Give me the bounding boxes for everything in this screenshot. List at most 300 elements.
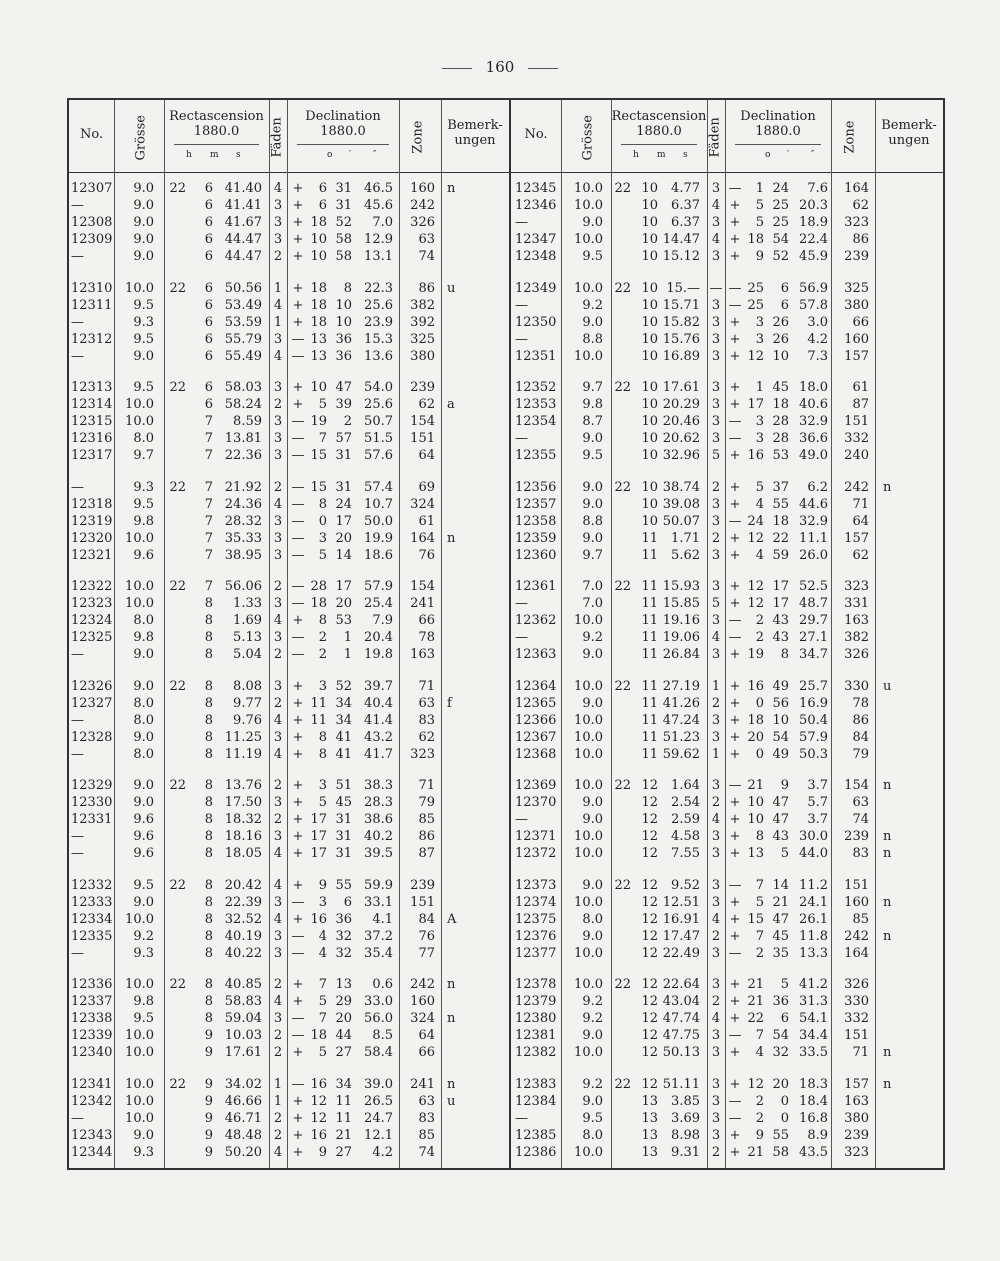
cell-zone: 66 — [418, 1045, 435, 1061]
cell-dec-sign: — — [291, 928, 305, 944]
cell-groesse: 9.7 — [582, 380, 603, 395]
cell-no: 12367 — [515, 729, 557, 745]
cell-dec-deg: 9 — [318, 877, 327, 893]
cell-no: — — [515, 812, 528, 828]
cell-ra-s: 19.16 — [662, 613, 700, 629]
cell-no: — — [71, 746, 84, 762]
cell-faeden: 3 — [711, 894, 721, 910]
cell-dec-sec: 11.8 — [799, 928, 828, 944]
cell-zone: 85 — [418, 812, 435, 828]
table-row — [511, 180, 943, 197]
table-row — [511, 479, 943, 496]
cell-ra-s: 41.41 — [224, 198, 262, 214]
cell-ra-m: 12 — [641, 977, 658, 992]
cell-bemerk: u — [883, 678, 892, 694]
cell-dec-sign: — — [291, 513, 305, 529]
cell-dec-sec: 22.4 — [799, 232, 828, 248]
table-row — [511, 1076, 943, 1093]
header-bemerk-2: ungen — [454, 133, 496, 148]
cell-groesse: 9.5 — [582, 1110, 603, 1126]
cell-no: 12375 — [515, 911, 557, 927]
cell-ra-m: 8 — [204, 812, 213, 828]
cell-ra-m: 6 — [204, 198, 213, 214]
cell-dec-sign: + — [729, 448, 741, 464]
header-zone: Zone — [410, 120, 426, 154]
cell-dec-sec: 45.9 — [799, 249, 828, 265]
cell-dec-sec: 33.1 — [364, 894, 393, 910]
cell-faeden: 4 — [711, 232, 721, 248]
cell-zone: 62 — [852, 547, 869, 563]
table-row — [511, 214, 943, 231]
cell-no: 12385 — [515, 1127, 557, 1143]
cell-bemerk: f — [447, 695, 452, 711]
cell-no: 12323 — [71, 596, 113, 612]
cell-dec-min: 28 — [772, 414, 789, 430]
cell-dec-deg: 10 — [747, 795, 764, 811]
cell-dec-deg: 3 — [318, 894, 327, 910]
cell-groesse: 8.0 — [133, 613, 154, 629]
cell-faeden: 3 — [273, 1011, 283, 1027]
cell-zone: 382 — [410, 297, 435, 313]
table-row — [511, 845, 943, 862]
cell-groesse: 9.0 — [582, 795, 603, 811]
cell-groesse: 10.0 — [125, 1076, 154, 1092]
cell-zone: 86 — [852, 232, 869, 248]
cell-faeden: 3 — [711, 249, 721, 265]
cell-no: — — [71, 249, 84, 265]
cell-groesse: 9.0 — [133, 348, 154, 364]
cell-ra-m: 12 — [641, 1011, 658, 1027]
cell-zone: 239 — [844, 249, 869, 265]
cell-faeden: 3 — [273, 795, 283, 811]
cell-dec-deg: 0 — [318, 513, 327, 529]
cell-ra-m: 13 — [641, 1144, 658, 1160]
cell-ra-s: 40.22 — [224, 945, 262, 961]
cell-no: 12359 — [515, 530, 557, 546]
cell-dec-sign: — — [291, 479, 305, 495]
cell-ra-m: 8 — [204, 647, 213, 663]
cell-ra-m: 7 — [204, 431, 213, 447]
cell-ra-s: 22.36 — [224, 448, 262, 464]
cell-ra-s: 48.48 — [224, 1127, 262, 1143]
table-row — [69, 280, 509, 297]
cell-ra-s: 51.11 — [662, 1076, 700, 1092]
cell-ra-s: 41.40 — [224, 181, 262, 196]
cell-no: — — [515, 215, 528, 231]
cell-ra-s: 55.49 — [224, 348, 262, 364]
cell-faeden: 3 — [711, 414, 721, 430]
cell-ra-s: 14.47 — [662, 232, 700, 248]
cell-no: 12315 — [71, 414, 113, 430]
cell-dec-min: 14 — [772, 877, 789, 893]
cell-ra-s: 22.39 — [224, 894, 262, 910]
cell-dec-sign: + — [292, 297, 304, 313]
cell-dec-deg: 15 — [747, 911, 764, 927]
cell-faeden: 3 — [711, 977, 721, 992]
cell-ra-m: 10 — [641, 479, 658, 495]
cell-dec-sec: 24.1 — [799, 894, 828, 910]
cell-dec-sign: + — [729, 1011, 741, 1027]
cell-dec-sign: — — [291, 579, 305, 594]
cell-dec-sec: 56.9 — [799, 280, 828, 296]
cell-groesse: 10.0 — [574, 613, 603, 629]
cell-zone: 164 — [844, 181, 869, 196]
cell-ra-s: 58.24 — [224, 397, 262, 413]
header-dec-unit: ″ — [811, 150, 815, 160]
cell-dec-min: 26 — [772, 314, 789, 330]
cell-groesse: 10.0 — [574, 894, 603, 910]
table-row — [511, 314, 943, 331]
cell-ra-s: 50.07 — [662, 513, 700, 529]
table-row — [511, 595, 943, 612]
cell-ra-m: 8 — [204, 945, 213, 961]
cell-dec-sec: 3.0 — [807, 314, 828, 330]
cell-dec-sec: 8.9 — [807, 1127, 828, 1143]
cell-ra-s: 22.49 — [662, 945, 700, 961]
cell-dec-min: 11 — [335, 1110, 352, 1126]
cell-dec-min: 58 — [335, 232, 352, 248]
cell-dec-sign: — — [728, 613, 742, 629]
cell-zone: 380 — [844, 297, 869, 313]
cell-dec-min: 45 — [335, 795, 352, 811]
cell-ra-s: 15.76 — [662, 331, 700, 347]
cell-dec-sign: + — [292, 795, 304, 811]
cell-ra-m: 8 — [204, 729, 213, 745]
cell-dec-deg: 1 — [755, 181, 764, 196]
cell-groesse: 9.5 — [133, 496, 154, 512]
cell-no: — — [71, 314, 84, 330]
cell-groesse: 10.0 — [574, 746, 603, 762]
cell-ra-s: 5.62 — [671, 547, 700, 563]
cell-dec-deg: 11 — [310, 695, 327, 711]
cell-ra-s: 15.85 — [662, 596, 700, 612]
cell-dec-sign: — — [291, 596, 305, 612]
cell-ra-s: 56.06 — [224, 579, 262, 594]
cell-dec-sign: — — [728, 513, 742, 529]
cell-dec-deg: 13 — [747, 846, 764, 862]
cell-dec-sec: 3.7 — [807, 778, 828, 793]
cell-dec-sign: + — [729, 1045, 741, 1061]
cell-dec-sign: + — [729, 846, 741, 862]
cell-zone: 239 — [844, 1127, 869, 1143]
cell-groesse: 10.0 — [574, 1144, 603, 1160]
cell-groesse: 9.6 — [133, 812, 154, 828]
cell-dec-sec: 32.9 — [799, 414, 828, 430]
cell-dec-sec: 10.7 — [364, 496, 393, 512]
cell-zone: 323 — [410, 746, 435, 762]
cell-dec-deg: 7 — [755, 1028, 764, 1044]
cell-dec-sign: + — [729, 1144, 741, 1160]
cell-dec-deg: 16 — [310, 1127, 327, 1143]
cell-dec-sign: — — [728, 1028, 742, 1044]
cell-no: 12358 — [515, 513, 557, 529]
cell-groesse: 9.0 — [582, 877, 603, 893]
cell-dec-sign: — — [291, 1011, 305, 1027]
cell-dec-min: 49 — [772, 746, 789, 762]
cell-groesse: 8.0 — [582, 911, 603, 927]
cell-no: 12341 — [71, 1076, 113, 1092]
cell-no: 12377 — [515, 945, 557, 961]
cell-dec-deg: 5 — [318, 795, 327, 811]
table-row — [69, 746, 509, 763]
cell-ra-m: 10 — [641, 448, 658, 464]
cell-dec-sec: 26.5 — [364, 1093, 393, 1109]
cell-faeden: 3 — [273, 431, 283, 447]
cell-ra-m: 12 — [641, 795, 658, 811]
cell-faeden: 4 — [273, 911, 283, 927]
cell-dec-sec: 18.0 — [799, 380, 828, 395]
cell-no: — — [515, 331, 528, 347]
cell-groesse: 10.0 — [574, 181, 603, 196]
cell-dec-sign: + — [292, 1093, 304, 1109]
cell-dec-min: 18 — [772, 513, 789, 529]
cell-dec-sec: 59.9 — [364, 877, 393, 893]
cell-faeden: 3 — [711, 1028, 721, 1044]
header-dec-unit: ″ — [373, 150, 377, 160]
cell-faeden: 3 — [711, 579, 721, 594]
table-row — [511, 1127, 943, 1144]
cell-dec-sec: 38.6 — [364, 812, 393, 828]
cell-dec-min: 6 — [780, 1011, 789, 1027]
cell-dec-sec: 35.4 — [364, 945, 393, 961]
cell-dec-deg: 3 — [755, 431, 764, 447]
cell-ra-m: 10 — [641, 280, 658, 296]
cell-faeden: 3 — [711, 380, 721, 395]
table-row — [511, 547, 943, 564]
cell-ra-m: 10 — [641, 348, 658, 364]
cell-no: 12382 — [515, 1045, 557, 1061]
page-number-dash — [442, 68, 472, 69]
cell-dec-min: 53 — [772, 448, 789, 464]
cell-no: — — [71, 846, 84, 862]
cell-faeden: 3 — [273, 945, 283, 961]
table-row — [511, 712, 943, 729]
cell-dec-sign: + — [729, 712, 741, 728]
cell-zone: 79 — [418, 795, 435, 811]
cell-dec-deg: 19 — [310, 414, 327, 430]
cell-no: — — [515, 431, 528, 447]
cell-dec-sec: 41.7 — [364, 746, 393, 762]
cell-dec-sign: + — [729, 928, 741, 944]
cell-no: 12333 — [71, 894, 113, 910]
cell-no: 12340 — [71, 1045, 113, 1061]
cell-zone: 392 — [410, 314, 435, 330]
cell-groesse: 10.0 — [574, 977, 603, 992]
table-row — [511, 348, 943, 365]
cell-no: 12365 — [515, 695, 557, 711]
table-row — [69, 993, 509, 1010]
cell-ra-s: 9.52 — [671, 877, 700, 893]
cell-ra-h: 22 — [614, 678, 631, 694]
cell-ra-m: 6 — [204, 380, 213, 395]
cell-groesse: 9.0 — [133, 181, 154, 196]
cell-ra-m: 8 — [204, 894, 213, 910]
cell-faeden: 3 — [273, 513, 283, 529]
cell-zone: 151 — [844, 1028, 869, 1044]
cell-dec-sign: + — [729, 496, 741, 512]
cell-groesse: 9.2 — [582, 1076, 603, 1092]
cell-ra-s: 44.47 — [224, 249, 262, 265]
cell-dec-sign: — — [291, 630, 305, 646]
cell-dec-deg: 4 — [755, 547, 764, 563]
cell-ra-s: 58.83 — [224, 994, 262, 1010]
table-row — [511, 993, 943, 1010]
cell-dec-deg: 24 — [747, 513, 764, 529]
cell-faeden: 3 — [711, 547, 721, 563]
page-number-text: 160 — [485, 58, 515, 76]
cell-ra-s: 13.76 — [224, 778, 262, 793]
cell-dec-sign: + — [729, 829, 741, 845]
cell-dec-deg: 19 — [747, 647, 764, 663]
cell-faeden: 1 — [273, 280, 283, 296]
cell-faeden: 5 — [711, 448, 721, 464]
header-dec-unit: o — [327, 150, 333, 160]
cell-ra-m: 10 — [641, 198, 658, 214]
cell-dec-min: 2 — [343, 414, 352, 430]
cell-zone: 76 — [418, 547, 435, 563]
cell-dec-sec: 6.2 — [807, 479, 828, 495]
cell-zone: 163 — [844, 613, 869, 629]
cell-zone: 240 — [844, 448, 869, 464]
cell-dec-min: 51 — [335, 778, 352, 793]
cell-dec-sec: 40.6 — [799, 397, 828, 413]
cell-groesse: 9.8 — [582, 397, 603, 413]
table-row — [69, 297, 509, 314]
cell-groesse: 9.8 — [133, 994, 154, 1010]
cell-dec-deg: 9 — [755, 1127, 764, 1143]
cell-dec-min: 45 — [772, 928, 789, 944]
cell-no: 12327 — [71, 695, 113, 711]
cell-faeden: 5 — [711, 596, 721, 612]
cell-faeden: 3 — [711, 778, 721, 793]
cell-dec-sec: 39.0 — [364, 1076, 393, 1092]
cell-groesse: 9.5 — [582, 249, 603, 265]
cell-groesse: 8.0 — [133, 712, 154, 728]
cell-groesse: 10.0 — [574, 280, 603, 296]
cell-faeden: 1 — [711, 746, 721, 762]
cell-ra-m: 6 — [204, 297, 213, 313]
table-row — [69, 1110, 509, 1127]
cell-groesse: 10.0 — [574, 1045, 603, 1061]
cell-dec-sign: — — [291, 1076, 305, 1092]
cell-ra-m: 7 — [204, 448, 213, 464]
header-ra-unit: s — [236, 150, 241, 160]
cell-zone: 71 — [852, 1045, 869, 1061]
cell-dec-sec: 56.0 — [364, 1011, 393, 1027]
cell-dec-sec: 3.7 — [807, 812, 828, 828]
header-ra-rule — [174, 144, 259, 145]
cell-ra-h: 22 — [614, 479, 631, 495]
cell-zone: 78 — [852, 695, 869, 711]
cell-ra-m: 10 — [641, 397, 658, 413]
cell-dec-deg: 18 — [310, 280, 327, 296]
cell-dec-sign: + — [292, 1127, 304, 1143]
cell-ra-m: 12 — [641, 994, 658, 1010]
table-row — [511, 811, 943, 828]
table-row — [511, 413, 943, 430]
cell-dec-sign: — — [291, 547, 305, 563]
cell-ra-h: 22 — [614, 1076, 631, 1092]
cell-groesse: 9.7 — [133, 448, 154, 464]
cell-dec-min: 0 — [780, 1110, 789, 1126]
cell-dec-min: 57 — [335, 431, 352, 447]
cell-groesse: 8.0 — [582, 1127, 603, 1143]
cell-dec-min: 1 — [343, 647, 352, 663]
cell-dec-sign: + — [729, 1076, 741, 1092]
cell-faeden: 2 — [711, 479, 721, 495]
table-row — [69, 612, 509, 629]
cell-ra-s: 46.71 — [224, 1110, 262, 1126]
cell-dec-sign: + — [292, 181, 304, 196]
cell-dec-min: 9 — [780, 778, 789, 793]
cell-faeden: 2 — [711, 695, 721, 711]
cell-dec-min: 31 — [335, 479, 352, 495]
cell-zone: 241 — [410, 596, 435, 612]
cell-groesse: 9.0 — [133, 232, 154, 248]
cell-dec-sign: + — [729, 894, 741, 910]
table-row — [69, 1093, 509, 1110]
cell-ra-m: 11 — [641, 712, 658, 728]
cell-ra-s: 40.85 — [224, 977, 262, 992]
cell-ra-m: 10 — [641, 314, 658, 330]
cell-dec-deg: 17 — [310, 829, 327, 845]
cell-dec-sec: 36.6 — [799, 431, 828, 447]
cell-ra-m: 9 — [204, 1028, 213, 1044]
cell-dec-sec: 58.4 — [364, 1045, 393, 1061]
cell-zone: 77 — [418, 945, 435, 961]
cell-no: 12360 — [515, 547, 557, 563]
header-ra-rule — [621, 144, 697, 145]
cell-zone: 83 — [852, 846, 869, 862]
cell-dec-sign: — — [291, 647, 305, 663]
cell-dec-sec: 13.6 — [364, 348, 393, 364]
cell-faeden: 3 — [711, 1127, 721, 1143]
cell-dec-sec: 8.5 — [372, 1028, 393, 1044]
cell-zone: 323 — [844, 215, 869, 231]
cell-dec-min: 5 — [780, 977, 789, 992]
cell-dec-sign: + — [729, 348, 741, 364]
cell-zone: 163 — [844, 1093, 869, 1109]
cell-bemerk: n — [447, 181, 456, 196]
cell-groesse: 9.5 — [582, 448, 603, 464]
cell-dec-sec: 57.6 — [364, 448, 393, 464]
cell-dec-sign: — — [291, 1028, 305, 1044]
table-row — [69, 811, 509, 828]
table-row — [511, 828, 943, 845]
cell-dec-deg: 16 — [310, 1076, 327, 1092]
cell-faeden: 3 — [711, 297, 721, 313]
cell-ra-s: 43.04 — [662, 994, 700, 1010]
cell-dec-sign: + — [292, 729, 304, 745]
cell-dec-deg: 18 — [310, 596, 327, 612]
cell-ra-m: 11 — [641, 647, 658, 663]
cell-ra-m: 10 — [641, 513, 658, 529]
cell-faeden: 4 — [273, 846, 283, 862]
cell-ra-h: 22 — [169, 977, 186, 992]
cell-ra-m: 8 — [204, 877, 213, 893]
cell-ra-m: 10 — [641, 297, 658, 313]
cell-dec-deg: 7 — [755, 877, 764, 893]
cell-dec-deg: 17 — [747, 397, 764, 413]
cell-zone: 326 — [410, 215, 435, 231]
cell-dec-sec: 12.1 — [364, 1127, 393, 1143]
table-row — [511, 629, 943, 646]
cell-dec-sign: + — [292, 877, 304, 893]
cell-ra-m: 13 — [641, 1093, 658, 1109]
cell-dec-sign: + — [729, 678, 741, 694]
cell-zone: 323 — [844, 579, 869, 594]
cell-dec-deg: 2 — [755, 630, 764, 646]
